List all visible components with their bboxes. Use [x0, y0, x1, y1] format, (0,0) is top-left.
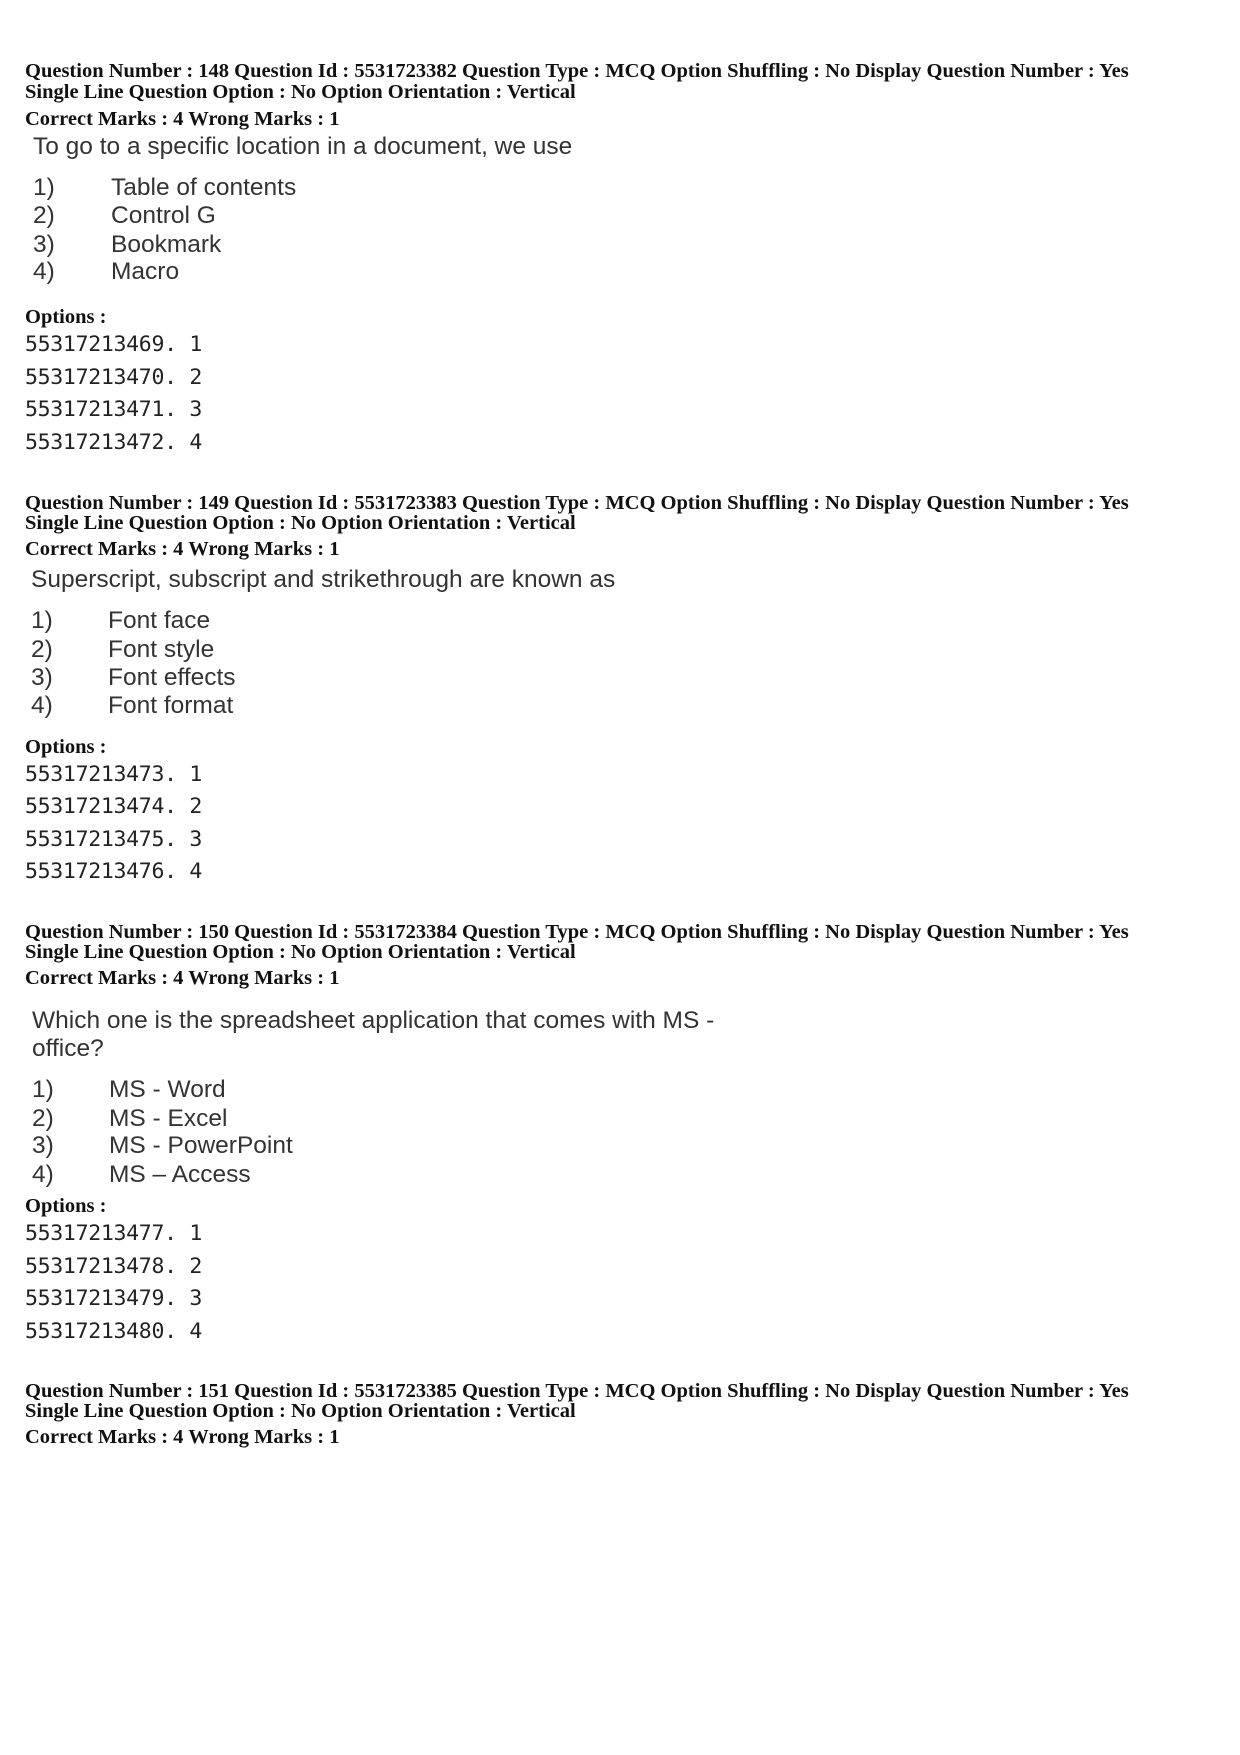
choice-text: Macro: [111, 258, 180, 285]
choice-number: 4): [32, 1161, 54, 1188]
option-id: 55317213477. 1: [25, 1221, 203, 1246]
choice-text: Bookmark: [111, 231, 222, 258]
question-marks: Correct Marks : 4 Wrong Marks : 1: [25, 1426, 340, 1448]
options-label: Options :: [25, 1195, 107, 1217]
question-text-continued: office?: [32, 1035, 104, 1062]
choice-text: Font effects: [108, 664, 236, 691]
option-id: 55317213474. 2: [25, 794, 203, 819]
choice-number: 1): [33, 174, 55, 201]
question-text: To go to a specific location in a document, we use: [33, 133, 573, 160]
choice-number: 4): [31, 692, 53, 719]
choice-number: 2): [31, 636, 53, 663]
choice-text: MS - Excel: [109, 1105, 228, 1132]
choice-number: 1): [32, 1076, 54, 1103]
choice-text: Font face: [108, 607, 211, 634]
question-meta-line2: Single Line Question Option : No Option Orientation : Vertical: [25, 941, 576, 963]
option-id: 55317213475. 3: [25, 827, 203, 852]
option-id: 55317213472. 4: [25, 430, 203, 455]
choice-number: 3): [32, 1132, 54, 1159]
question-meta-line1: Question Number : 149 Question Id : 5531723383 Question Type : MCQ Option Shuffling : No Display Question Number : Yes: [25, 492, 1129, 514]
choice-number: 2): [33, 202, 55, 229]
choice-number: 1): [31, 607, 53, 634]
question-text: Superscript, subscript and strikethrough are known as: [31, 566, 616, 593]
choice-number: 3): [33, 231, 55, 258]
question-marks: Correct Marks : 4 Wrong Marks : 1: [25, 967, 340, 989]
question-meta-line1: Question Number : 148 Question Id : 5531723382 Question Type : MCQ Option Shuffling : No Display Question Number : Yes: [25, 60, 1129, 82]
option-id: 55317213478. 2: [25, 1254, 203, 1279]
option-id: 55317213479. 3: [25, 1286, 203, 1311]
option-id: 55317213471. 3: [25, 397, 203, 422]
question-meta-line1: Question Number : 151 Question Id : 5531723385 Question Type : MCQ Option Shuffling : No Display Question Number : Yes: [25, 1380, 1129, 1402]
question-marks: Correct Marks : 4 Wrong Marks : 1: [25, 108, 340, 130]
choice-text: Table of contents: [111, 174, 297, 201]
option-id: 55317213469. 1: [25, 332, 203, 357]
choice-number: 3): [31, 664, 53, 691]
choice-text: Font format: [108, 692, 234, 719]
options-label: Options :: [25, 306, 107, 328]
choice-number: 4): [33, 258, 55, 285]
option-id: 55317213470. 2: [25, 365, 203, 390]
choice-number: 2): [32, 1105, 54, 1132]
options-label: Options :: [25, 736, 107, 758]
question-meta-line2: Single Line Question Option : No Option Orientation : Vertical: [25, 1400, 576, 1422]
question-text: Which one is the spreadsheet application that comes with MS -: [32, 1007, 715, 1034]
question-meta-line2: Single Line Question Option : No Option Orientation : Vertical: [25, 512, 576, 534]
option-id: 55317213473. 1: [25, 762, 203, 787]
choice-text: MS – Access: [109, 1161, 251, 1188]
choice-text: Control G: [111, 202, 216, 229]
choice-text: Font style: [108, 636, 215, 663]
option-id: 55317213476. 4: [25, 859, 203, 884]
question-marks: Correct Marks : 4 Wrong Marks : 1: [25, 538, 340, 560]
choice-text: MS - Word: [109, 1076, 226, 1103]
option-id: 55317213480. 4: [25, 1319, 203, 1344]
question-meta-line2: Single Line Question Option : No Option Orientation : Vertical: [25, 81, 576, 103]
question-meta-line1: Question Number : 150 Question Id : 5531723384 Question Type : MCQ Option Shuffling : No Display Question Number : Yes: [25, 921, 1129, 943]
choice-text: MS - PowerPoint: [109, 1132, 293, 1159]
